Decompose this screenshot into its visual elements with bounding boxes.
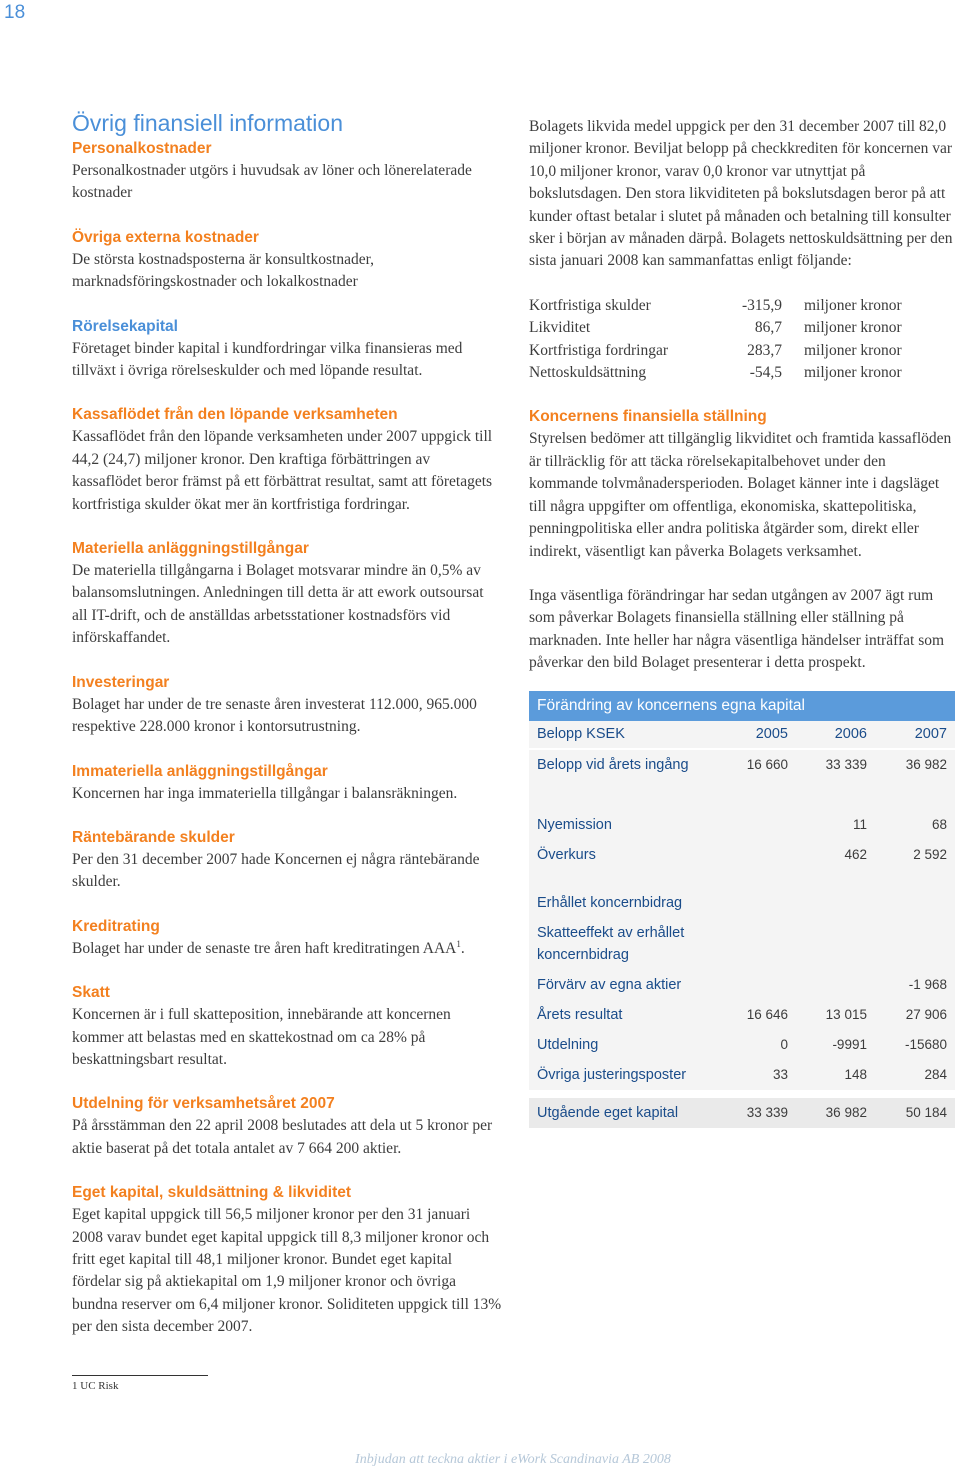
section-heading: Immateriella anläggningstillgångar xyxy=(72,762,328,780)
net-debt-label: Likviditet xyxy=(529,319,591,337)
net-debt-row xyxy=(529,295,955,317)
section-heading: Eget kapital, skuldsättning & likviditet xyxy=(72,1184,352,1202)
cell: -1 968 xyxy=(908,976,947,992)
row-label: Överkurs xyxy=(537,846,596,863)
row-label: Förvärv av egna aktier xyxy=(537,976,682,993)
section-heading: Skatt xyxy=(72,984,110,1002)
table-row xyxy=(529,970,955,1000)
cell: 16 646 xyxy=(746,1006,788,1022)
cell xyxy=(717,840,796,888)
table-row xyxy=(529,810,955,840)
cell xyxy=(717,810,796,840)
cell xyxy=(875,918,955,970)
net-debt-list xyxy=(529,295,955,385)
section-heading: Kassaflödet från den löpande verksamheten xyxy=(72,406,398,424)
equity-table-grid xyxy=(529,721,955,1128)
footnote: 1 UC Risk xyxy=(72,1380,119,1392)
cell: 11 xyxy=(852,816,867,832)
section-text: Per den 31 december 2007 hade Koncernen ej några räntebärande skulder. xyxy=(72,850,480,891)
section-eget-kapital xyxy=(72,1182,502,1338)
net-debt-value: 283,7 xyxy=(747,341,782,359)
cell xyxy=(796,888,875,918)
section-heading: Koncernens finansiella ställning xyxy=(529,408,767,426)
cell: 0 xyxy=(780,1036,788,1052)
row-label: Nyemission xyxy=(537,816,612,833)
cell: 16 660 xyxy=(746,756,788,772)
page-title: Övrig finansiell information xyxy=(72,110,344,136)
net-debt-row xyxy=(529,317,955,339)
section-skatt xyxy=(72,982,502,1071)
cell: 462 xyxy=(844,846,867,862)
cell: 284 xyxy=(924,1066,947,1082)
cell: 33 xyxy=(772,1066,788,1082)
section-likvida-medel xyxy=(529,116,955,273)
section-text: Inga väsentliga förändringar har sedan utgången av 2007 ägt rum som påverkar Bolagets finansiella ställning eller ställning på marknaden. Inte heller har några väsentliga händelser inträffat som påverkar den bild Bolaget presenterar i detta prospekt. xyxy=(529,586,945,672)
cell xyxy=(717,918,796,970)
equity-table-title: Förändring av koncernens egna kapital xyxy=(529,691,955,721)
section-heading: Utdelning för verksamhetsåret 2007 xyxy=(72,1095,335,1113)
table-row xyxy=(529,918,955,970)
cell: -9991 xyxy=(832,1036,867,1052)
kreditrating-tail: . xyxy=(460,939,465,957)
page-number: 18 xyxy=(4,2,26,23)
kreditrating-text: Bolaget har under de senaste tre åren haft kreditratingen AAA xyxy=(72,939,457,957)
left-column xyxy=(72,138,502,1339)
net-debt-label: Kortfristiga skulder xyxy=(529,296,651,314)
section-kassaflodet xyxy=(72,404,502,516)
section-text: Bolaget har under de tre senaste åren investerat 112.000, 965.000 respektive 228.000 kronor i kontorsutrustning. xyxy=(72,695,477,736)
section-text: På årsstämman den 22 april 2008 beslutades att dela ut 5 kronor per aktie baserat på det totala antalet av 7 664 200 aktier. xyxy=(72,1117,493,1157)
section-text: Eget kapital uppgick till 56,5 miljoner kronor per den 31 januari 2008 varav bundet eget kapital uppgick till 8,3 miljoner kronor och fritt eget kapital till 48,1 miljoner kronor. Bundet eget kapital fördelar sig på aktiekapital om 1,9 miljoner kronor och övriga bundna reserver om 6,4 miljoner kronor. Soliditeten uppgick till 13% per den sista december 2007. xyxy=(72,1206,502,1336)
section-heading: Personalkostnader xyxy=(72,140,212,157)
section-text: Styrelsen bedömer att tillgänglig likviditet och framtida kassaflöden är tillräcklig för att täcka rörelsekapitalbehovet under den kommande tolvmånadersperioden. Bolaget känner inte i dagsläget till några uppgifter om offentliga, ekonomiska, skattepolitiska, penningpolitiska eller andra politiska åtgärder som, direkt eller indirekt, väsentligt kan påverka Bolagets verksamhet. xyxy=(529,430,952,560)
section-text: Bolagets likvida medel uppgick per den 31 december 2007 till 82,0 miljoner kronor. Beviljat belopp på checkkrediten för koncernen var 10,0 miljoner kronor, varav 0,0 kronor var utnyttjat på bokslutsdagen. Den stora likviditeten på bokslutsdagen beror på att kunder oftast betalar i slutet på månaden och betalning till konsulter sker i början av månaden därpå. Bolagets nettoskuldsättning per den sista januari 2008 kan sammanfattas enligt följande: xyxy=(529,118,953,270)
net-debt-value: 86,7 xyxy=(754,319,782,337)
section-heading: Övriga externa kostnader xyxy=(72,228,259,246)
section-kreditrating xyxy=(72,916,502,960)
section-text xyxy=(72,938,502,960)
net-debt-label: Nettoskuldsättning xyxy=(529,364,647,382)
cell: 36 982 xyxy=(796,1098,875,1128)
cell: 36 982 xyxy=(905,756,947,772)
table-total-row xyxy=(529,1098,955,1128)
row-label: Övriga justeringsposter xyxy=(537,1066,687,1083)
right-column xyxy=(529,116,955,1128)
cell: 68 xyxy=(931,816,947,832)
section-rantebarande-skulder xyxy=(72,827,502,894)
row-label: Skatteeffekt av erhållet koncernbidrag xyxy=(537,924,685,963)
section-text: De största kostnadsposterna är konsultkostnader, marknadsföringskostnader och lokalkostnader xyxy=(72,250,375,291)
cell xyxy=(875,888,955,918)
section-finansiella-stallning xyxy=(529,406,955,674)
cell: 13 015 xyxy=(825,1006,867,1022)
section-utdelning xyxy=(72,1093,502,1160)
section-heading: Materiella anläggningstillgångar xyxy=(72,540,309,558)
table-row xyxy=(529,1060,955,1090)
cell: 2 592 xyxy=(913,846,947,862)
column-header: 2006 xyxy=(796,721,875,750)
section-text: De materiella tillgångarna i Bolaget motsvarar mindre än 0,5% av balansomslutningen. Anledningen till detta är att ework outsoursat all IT-drift, och de anställdas arbetsstationer kostnadsförs vid införskaffandet. xyxy=(72,562,484,647)
cell: 50 184 xyxy=(875,1098,955,1128)
section-text: Personalkostnader utgörs i huvudsak av löner och lönerelaterade kostnader xyxy=(72,162,472,202)
equity-table xyxy=(529,691,955,1128)
section-text: Kassaflödet från den löpande verksamheten under 2007 uppgick till 44,2 (24,7) miljoner kronor. Den kraftiga förbättringen av kassaflödet beror främst på ett förbättrat resultat, samt att företagets kortfristiga skulder ökat mer än kortfristiga fordringar. xyxy=(72,428,493,513)
net-debt-unit: miljoner kronor xyxy=(804,341,902,359)
cell xyxy=(717,888,796,918)
column-header: 2005 xyxy=(717,721,796,750)
cell xyxy=(796,970,875,1000)
cell: 148 xyxy=(844,1066,867,1082)
section-heading: Räntebärande skulder xyxy=(72,828,235,846)
section-heading: Kreditrating xyxy=(72,917,160,935)
row-label: Årets resultat xyxy=(537,1006,623,1023)
section-materiella xyxy=(72,538,502,650)
cell xyxy=(796,918,875,970)
table-row xyxy=(529,1000,955,1030)
section-personalkostnader xyxy=(72,138,502,205)
row-label: Utdelning xyxy=(537,1036,599,1053)
section-heading: Rörelsekapital xyxy=(72,317,178,335)
column-header: 2007 xyxy=(875,721,955,750)
net-debt-row xyxy=(529,340,955,362)
section-immateriella xyxy=(72,761,502,805)
section-text: Företaget binder kapital i kundfordringar vilka finansieras med tillväxt i övriga rörelseskulder och med löpande resultat. xyxy=(72,339,463,380)
table-row xyxy=(529,888,955,918)
section-rorelsekapital xyxy=(72,316,502,383)
cell: 33 339 xyxy=(717,1098,796,1128)
net-debt-label: Kortfristiga fordringar xyxy=(529,341,669,359)
section-heading: Investeringar xyxy=(72,673,170,691)
table-row xyxy=(529,750,955,810)
section-investeringar xyxy=(72,672,502,739)
section-text: Koncernen är i full skatteposition, innebärande att koncernen kommer att belastas med en skattekostnad om ca 28% på beskattningsbart resultat. xyxy=(72,1006,451,1068)
cell xyxy=(717,970,796,1000)
table-row xyxy=(529,840,955,888)
net-debt-unit: miljoner kronor xyxy=(804,364,902,382)
section-text: Koncernen har inga immateriella tillgångar i balansräkningen. xyxy=(72,784,458,802)
net-debt-value: -315,9 xyxy=(741,296,782,314)
table-row xyxy=(529,1030,955,1060)
cell: 27 906 xyxy=(905,1006,947,1022)
column-header: Belopp KSEK xyxy=(529,721,717,750)
net-debt-unit: miljoner kronor xyxy=(804,319,902,337)
row-label: Belopp vid årets ingång xyxy=(537,756,689,773)
net-debt-value: -54,5 xyxy=(749,364,782,382)
section-ovriga-externa-kostnader xyxy=(72,227,502,294)
table-header-row xyxy=(529,721,955,750)
cell: -15680 xyxy=(904,1036,947,1052)
row-label: Utgående eget kapital xyxy=(529,1098,717,1128)
footnote-rule xyxy=(72,1375,208,1376)
net-debt-unit: miljoner kronor xyxy=(804,296,902,314)
page-footer: Inbjudan att teckna aktier i eWork Scandinavia AB 2008 xyxy=(355,1452,671,1467)
footnote-marker: 1 xyxy=(456,938,461,949)
net-debt-row xyxy=(529,362,955,384)
cell: 33 339 xyxy=(825,756,867,772)
row-label: Erhållet koncernbidrag xyxy=(537,894,683,911)
